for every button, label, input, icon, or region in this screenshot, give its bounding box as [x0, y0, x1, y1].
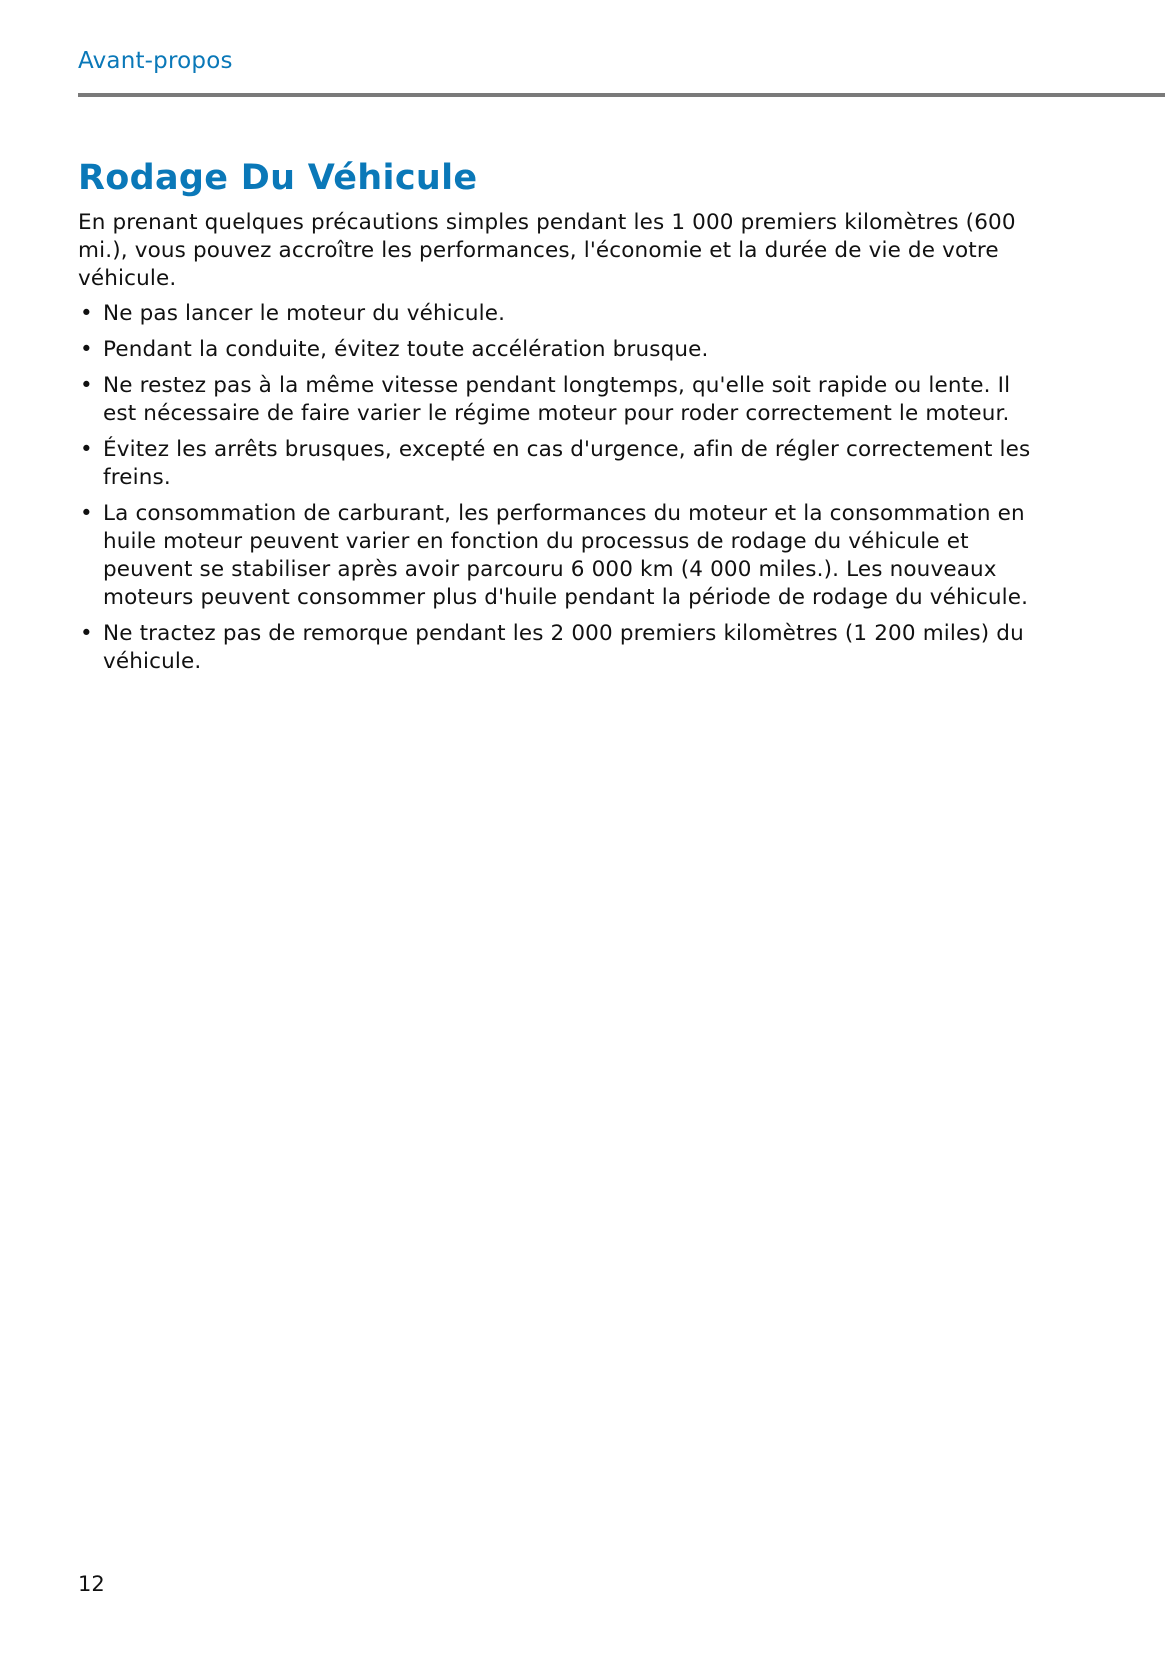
- bullet-icon: •: [80, 373, 93, 398]
- list-item: [78, 436, 1038, 492]
- list-item: [78, 620, 1038, 676]
- precautions-list: [78, 300, 1038, 676]
- page-number: 12: [78, 1572, 105, 1596]
- list-item-text: Pendant la conduite, évitez toute accélération brusque.: [103, 337, 709, 362]
- list-item-text: Évitez les arrêts brusques, excepté en cas d'urgence, afin de régler correctement les freins.: [103, 437, 1031, 490]
- bullet-icon: •: [80, 437, 93, 462]
- list-item: [78, 500, 1038, 612]
- bullet-icon: •: [80, 501, 93, 526]
- bullet-icon: •: [80, 301, 93, 326]
- section-body: [78, 209, 1038, 684]
- header-divider: [78, 93, 1165, 97]
- list-item-text: Ne pas lancer le moteur du véhicule.: [103, 301, 506, 326]
- list-item-text: Ne restez pas à la même vitesse pendant longtemps, qu'elle soit rapide ou lente. Il est nécessaire de faire varier le régime moteur pour roder correctement le moteur.: [103, 373, 1011, 426]
- list-item: [78, 372, 1038, 428]
- intro-paragraph: En prenant quelques précautions simples pendant les 1 000 premiers kilomètres (600 mi.), vous pouvez accroître les performances, l'économie et la durée de vie de votre véhicule.: [78, 210, 1016, 291]
- bullet-icon: •: [80, 621, 93, 646]
- list-item-text: Ne tractez pas de remorque pendant les 2 000 premiers kilomètres (1 200 miles) du véhicule.: [103, 621, 1024, 674]
- list-item: [78, 336, 1038, 364]
- bullet-icon: •: [80, 337, 93, 362]
- list-item: [78, 300, 1038, 328]
- running-header: Avant-propos: [78, 48, 233, 74]
- section-title: Rodage Du Véhicule: [78, 158, 478, 198]
- list-item-text: La consommation de carburant, les performances du moteur et la consommation en huile moteur peuvent varier en fonction du processus de rodage du véhicule et peuvent se stabiliser après avoir parcouru 6 000 km (4 000 miles.). Les nouveaux moteurs peuvent consommer plus d'huile pendant la période de rodage du véhicule.: [103, 501, 1029, 610]
